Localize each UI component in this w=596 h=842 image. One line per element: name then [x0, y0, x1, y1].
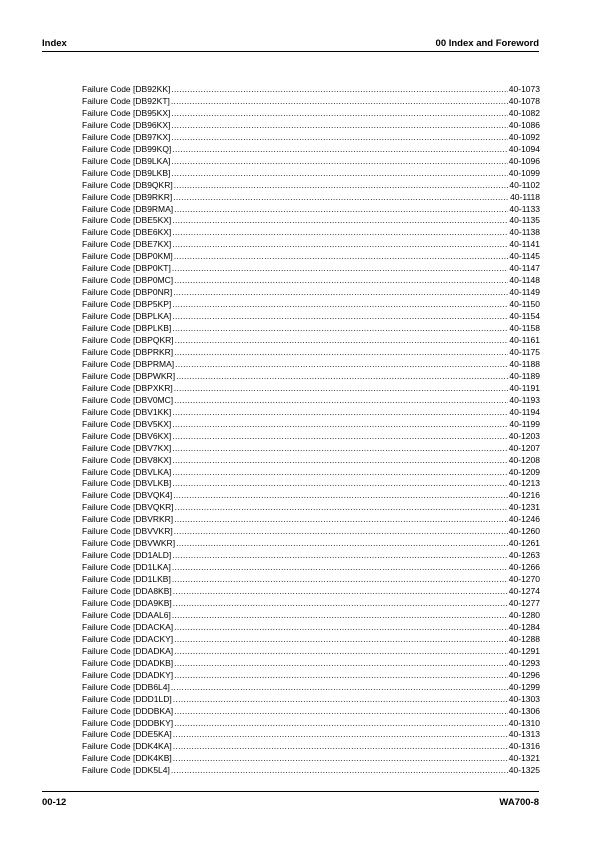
index-entry[interactable] [82, 371, 540, 383]
entry-page-number: 40-1270 [508, 574, 540, 585]
header-divider [42, 51, 539, 52]
index-entry[interactable] [82, 156, 540, 168]
entry-page-number: 40-1092 [508, 131, 540, 142]
dot-leader [174, 670, 508, 682]
index-entry[interactable] [82, 502, 540, 514]
index-entry[interactable] [82, 407, 540, 419]
entry-page-number: 40-1231 [508, 502, 540, 513]
entry-page-number: 40-1194 [509, 406, 540, 417]
index-entry[interactable] [82, 670, 540, 682]
index-entry[interactable] [82, 729, 540, 741]
dot-leader [173, 729, 508, 741]
entry-label: Failure Code [DBV7KX] [82, 442, 172, 453]
entry-label: Failure Code [DDADKY] [82, 669, 174, 680]
entry-label: Failure Code [DB9LKA] [82, 155, 171, 166]
entry-page-number: 40-1296 [508, 669, 540, 680]
dot-leader [172, 227, 508, 239]
entry-page-number: 40-1260 [508, 526, 540, 537]
dot-leader [174, 395, 508, 407]
dot-leader [175, 359, 508, 371]
dot-leader [171, 84, 507, 96]
entry-page-number: 40-1199 [509, 418, 540, 429]
entry-page-number: 40-1175 [509, 346, 540, 357]
index-entry[interactable] [82, 718, 540, 730]
entry-page-number: 40-1213 [508, 478, 540, 489]
index-entry[interactable] [82, 610, 540, 622]
dot-leader [172, 455, 508, 467]
entry-label: Failure Code [DDADKB] [82, 657, 174, 668]
index-entry[interactable] [82, 694, 540, 706]
index-entry[interactable] [82, 478, 540, 490]
index-entry[interactable] [82, 120, 540, 132]
entry-label: Failure Code [DB9QKR] [82, 179, 173, 190]
index-entry[interactable] [82, 192, 540, 204]
index-entry[interactable] [82, 419, 540, 431]
index-entry[interactable] [82, 526, 540, 538]
entry-page-number: 40-1303 [508, 693, 540, 704]
entry-page-number: 40-1149 [509, 287, 540, 298]
dot-leader [173, 586, 508, 598]
index-entry[interactable] [82, 239, 540, 251]
index-entry[interactable] [82, 335, 540, 347]
entry-page-number: 40-1216 [508, 490, 540, 501]
index-entry[interactable] [82, 431, 540, 443]
entry-page-number: 40-1316 [508, 741, 540, 752]
entry-label: Failure Code [DDADKA] [82, 645, 174, 656]
dot-leader [171, 682, 508, 694]
entry-label: Failure Code [DB92KK] [82, 84, 171, 94]
entry-label: Failure Code [DBVQKR] [82, 502, 174, 513]
dot-leader [171, 765, 508, 777]
entry-label: Failure Code [DDB6L4] [82, 681, 170, 692]
document-code: WA700-8 [499, 797, 539, 808]
dot-leader [171, 108, 507, 120]
dot-leader [173, 741, 508, 753]
index-entry[interactable] [82, 251, 540, 263]
entry-label: Failure Code [DBVQK4] [82, 490, 173, 501]
index-entry[interactable] [82, 514, 540, 526]
entry-label: Failure Code [DDA9KB] [82, 597, 172, 608]
entry-page-number: 40-1246 [508, 514, 540, 525]
entry-page-number: 40-1325 [508, 765, 540, 776]
dot-leader [173, 694, 508, 706]
entry-page-number: 40-1284 [508, 621, 540, 632]
index-entry[interactable] [82, 275, 540, 287]
dot-leader [172, 311, 508, 323]
entry-page-number: 40-1321 [508, 753, 540, 764]
dot-leader [174, 526, 508, 538]
index-entry[interactable] [82, 646, 540, 658]
dot-leader [172, 610, 508, 622]
entry-page-number: 40-1154 [509, 311, 540, 322]
entry-page-number: 40-1161 [509, 335, 540, 346]
dot-leader [171, 168, 507, 180]
entry-page-number: 40-1078 [508, 95, 540, 106]
entry-label: Failure Code [DDA8KB] [82, 586, 172, 597]
entry-label: Failure Code [DD1ALD] [82, 550, 172, 561]
entry-page-number: 40-1073 [508, 84, 540, 94]
index-entry[interactable] [82, 538, 540, 550]
dot-leader [171, 96, 508, 108]
index-entry[interactable] [82, 347, 540, 359]
entry-page-number: 40-1274 [508, 586, 540, 597]
index-entry[interactable] [82, 287, 540, 299]
entry-label: Failure Code [DBV6KX] [82, 430, 172, 441]
entry-label: Failure Code [DB97KX] [82, 131, 171, 142]
dot-leader [174, 204, 508, 216]
dot-leader [174, 658, 508, 670]
header-section-title: Index [42, 38, 67, 49]
dot-leader [172, 467, 508, 479]
dot-leader [175, 335, 509, 347]
index-entry[interactable] [82, 562, 540, 574]
dot-leader [172, 323, 508, 335]
entry-page-number: 40-1145 [509, 251, 540, 262]
index-entry[interactable] [82, 180, 540, 192]
entry-label: Failure Code [DBP5KP] [82, 299, 172, 310]
entry-label: Failure Code [DBPWKR] [82, 370, 176, 381]
index-entry[interactable] [82, 215, 540, 227]
entry-page-number: 40-1209 [508, 466, 540, 477]
entry-page-number: 40-1203 [508, 430, 540, 441]
entry-page-number: 40-1313 [508, 729, 540, 740]
dot-leader [173, 192, 509, 204]
dot-leader [173, 287, 508, 299]
dot-leader [174, 706, 508, 718]
dot-leader [171, 132, 507, 144]
index-entry[interactable] [82, 395, 540, 407]
entry-label: Failure Code [DBPRMA] [82, 358, 175, 369]
dot-leader [171, 120, 507, 132]
entry-label: Failure Code [DBE6KX] [82, 227, 172, 238]
dot-leader [173, 753, 508, 765]
entry-page-number: 40-1099 [508, 167, 540, 178]
index-entry[interactable] [82, 622, 540, 634]
entry-page-number: 40-1138 [509, 227, 540, 238]
dot-leader [172, 144, 508, 156]
entry-label: Failure Code [DBV0MC] [82, 394, 174, 405]
dot-leader [172, 574, 508, 586]
index-entry[interactable] [82, 753, 540, 765]
index-entry[interactable] [82, 455, 540, 467]
entry-page-number: 40-1261 [508, 538, 540, 549]
entry-page-number: 40-1148 [509, 275, 540, 286]
dot-leader [174, 622, 508, 634]
entry-page-number: 40-1102 [509, 179, 540, 190]
page-number: 00-12 [42, 797, 67, 808]
entry-label: Failure Code [DB9RMA] [82, 203, 174, 214]
dot-leader [174, 275, 508, 287]
index-list [82, 84, 540, 777]
entry-label: Failure Code [DBPLKB] [82, 323, 172, 334]
footer-divider [42, 791, 539, 792]
index-entry[interactable] [82, 574, 540, 586]
index-entry[interactable] [82, 96, 540, 108]
entry-label: Failure Code [DBVVKR] [82, 526, 173, 537]
index-entry[interactable] [82, 765, 540, 777]
index-entry[interactable] [82, 168, 540, 180]
entry-label: Failure Code [DD1LKB] [82, 574, 171, 585]
dot-leader [176, 538, 508, 550]
entry-label: Failure Code [DBVLKB] [82, 478, 172, 489]
entry-page-number: 40-1096 [508, 155, 540, 166]
entry-page-number: 40-1299 [508, 681, 540, 692]
entry-label: Failure Code [DDDBKY] [82, 717, 174, 728]
index-entry[interactable] [82, 443, 540, 455]
entry-label: Failure Code [DB9LKB] [82, 167, 171, 178]
index-entry[interactable] [82, 323, 540, 335]
entry-label: Failure Code [DDK5L4] [82, 765, 170, 776]
entry-label: Failure Code [DBVWKR] [82, 538, 176, 549]
entry-page-number: 40-1133 [509, 203, 540, 214]
dot-leader [174, 634, 508, 646]
entry-page-number: 40-1280 [508, 609, 540, 620]
index-entry[interactable] [82, 658, 540, 670]
entry-label: Failure Code [DD1LKA] [82, 562, 171, 573]
entry-page-number: 40-1158 [509, 323, 540, 334]
index-entry[interactable] [82, 144, 540, 156]
index-entry[interactable] [82, 550, 540, 562]
entry-label: Failure Code [DDAAL6] [82, 609, 171, 620]
dot-leader [174, 347, 508, 359]
dot-leader [174, 383, 509, 395]
entry-page-number: 40-1291 [508, 645, 540, 656]
index-entry[interactable] [82, 586, 540, 598]
dot-leader [174, 718, 508, 730]
index-entry[interactable] [82, 490, 540, 502]
entry-label: Failure Code [DBP0KM] [82, 251, 173, 262]
entry-page-number: 40-1306 [508, 705, 540, 716]
index-entry[interactable] [82, 706, 540, 718]
index-entry[interactable] [82, 263, 540, 275]
dot-leader [172, 419, 508, 431]
entry-label: Failure Code [DBPQKR] [82, 335, 174, 346]
dot-leader [174, 180, 509, 192]
dot-leader [172, 299, 508, 311]
entry-page-number: 40-1191 [509, 382, 540, 393]
dot-leader [172, 239, 508, 251]
index-entry[interactable] [82, 227, 540, 239]
entry-label: Failure Code [DBE5KX] [82, 215, 172, 226]
index-entry[interactable] [82, 598, 540, 610]
entry-label: Failure Code [DBV1KK] [82, 406, 172, 417]
entry-label: Failure Code [DBP0KT] [82, 263, 171, 274]
dot-leader [172, 215, 508, 227]
entry-page-number: 40-1208 [508, 454, 540, 465]
entry-page-number: 40-1094 [508, 143, 540, 154]
entry-label: Failure Code [DBP0MC] [82, 275, 174, 286]
entry-label: Failure Code [DDK4KA] [82, 741, 172, 752]
header-chapter-title: 00 Index and Foreword [435, 38, 539, 49]
dot-leader [174, 514, 508, 526]
entry-label: Failure Code [DDACKY] [82, 633, 174, 644]
dot-leader [175, 502, 508, 514]
dot-leader [174, 251, 509, 263]
entry-label: Failure Code [DBV8KX] [82, 454, 172, 465]
entry-page-number: 40-1207 [508, 442, 540, 453]
entry-page-number: 40-1118 [510, 191, 540, 202]
index-entry[interactable] [82, 311, 540, 323]
dot-leader [174, 646, 508, 658]
index-entry[interactable] [82, 204, 540, 216]
dot-leader [173, 490, 508, 502]
entry-label: Failure Code [DDACKA] [82, 621, 174, 632]
entry-page-number: 40-1189 [509, 370, 540, 381]
entry-label: Failure Code [DDE5KA] [82, 729, 172, 740]
entry-label: Failure Code [DDD1LD] [82, 693, 172, 704]
entry-page-number: 40-1310 [508, 717, 540, 728]
entry-label: Failure Code [DB96KX] [82, 119, 171, 130]
dot-leader [171, 156, 507, 168]
entry-label: Failure Code [DBPXKR] [82, 382, 173, 393]
dot-leader [172, 562, 508, 574]
index-entry[interactable] [82, 383, 540, 395]
index-entry[interactable] [82, 299, 540, 311]
index-entry[interactable] [82, 467, 540, 479]
entry-label: Failure Code [DB99KQ] [82, 143, 172, 154]
entry-page-number: 40-1266 [508, 562, 540, 573]
entry-label: Failure Code [DDK4KB] [82, 753, 172, 764]
entry-page-number: 40-1193 [509, 394, 540, 405]
entry-label: Failure Code [DDDBKA] [82, 705, 174, 716]
entry-page-number: 40-1288 [508, 633, 540, 644]
entry-label: Failure Code [DBPRKR] [82, 346, 174, 357]
dot-leader [172, 478, 508, 490]
dot-leader [173, 598, 508, 610]
entry-label: Failure Code [DBE7KX] [82, 239, 172, 250]
entry-page-number: 40-1135 [509, 215, 540, 226]
dot-leader [172, 431, 508, 443]
entry-page-number: 40-1141 [509, 239, 540, 250]
entry-page-number: 40-1147 [509, 263, 540, 274]
index-entry[interactable] [82, 132, 540, 144]
entry-page-number: 40-1082 [508, 107, 540, 118]
entry-label: Failure Code [DB9RKR] [82, 191, 173, 202]
dot-leader [172, 443, 508, 455]
entry-label: Failure Code [DBV5KX] [82, 418, 172, 429]
dot-leader [172, 263, 509, 275]
index-entry[interactable] [82, 634, 540, 646]
entry-page-number: 40-1293 [508, 657, 540, 668]
entry-label: Failure Code [DBP0NR] [82, 287, 173, 298]
entry-page-number: 40-1188 [509, 358, 540, 369]
dot-leader [176, 371, 508, 383]
entry-page-number: 40-1263 [508, 550, 540, 561]
dot-leader [172, 407, 508, 419]
entry-page-number: 40-1277 [508, 597, 540, 608]
dot-leader [172, 550, 508, 562]
index-entry[interactable] [82, 741, 540, 753]
entry-label: Failure Code [DBVRKR] [82, 514, 174, 525]
index-entry[interactable] [82, 359, 540, 371]
entry-label: Failure Code [DBVLKA] [82, 466, 172, 477]
index-entry[interactable] [82, 84, 540, 96]
entry-page-number: 40-1150 [509, 299, 540, 310]
index-entry[interactable] [82, 108, 540, 120]
index-entry[interactable] [82, 682, 540, 694]
entry-label: Failure Code [DBPLKA] [82, 311, 172, 322]
entry-label: Failure Code [DB95KX] [82, 107, 171, 118]
entry-page-number: 40-1086 [508, 119, 540, 130]
entry-label: Failure Code [DB92KT] [82, 95, 170, 106]
